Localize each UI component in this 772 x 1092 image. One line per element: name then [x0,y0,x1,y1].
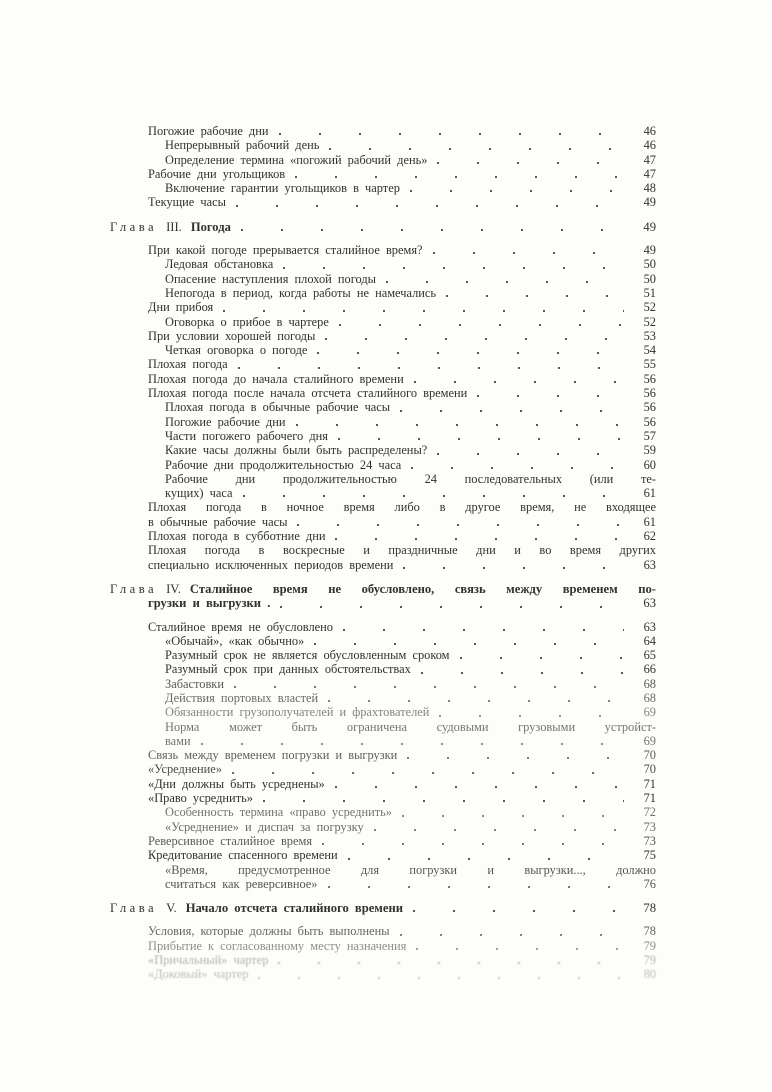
entry-text: Плохая погода после начала отсчета сталийного времени [148,386,468,401]
dot-leader [413,910,624,912]
entry-text: «Право усреднить» [148,791,253,806]
dot-leader [421,672,624,674]
toc-entry-row [110,748,656,762]
toc-chapter-row [110,901,656,915]
toc-entry-row [110,691,656,705]
page-number: 61 [643,514,656,529]
page-number: 78 [643,924,656,939]
entry-text: Сталийное время не обусловлено [148,619,334,634]
page-number: 47 [643,152,656,167]
toc-entry-row [110,153,656,167]
page-number: 49 [643,243,656,258]
toc-entry-row [110,429,656,443]
entry-text: Плохая погода в ночное время либо в другое время, не входящее [148,500,656,515]
dot-leader [437,453,624,455]
entry-text: «Время, предусмотренное для погрузки и выгрузки..., должно [165,862,656,877]
page-number: 80 [643,967,656,982]
dot-leader [279,133,625,135]
toc-entry-row [110,458,656,472]
entry-text: Особенность термина «право усреднить» [165,805,392,820]
entry-text: Связь между временем погрузки и выгрузки [148,748,398,763]
entry-text: кущих) часа [165,486,233,501]
dot-leader [322,843,624,845]
toc-entry-row [110,529,656,543]
chapter-label: Глава [110,219,158,234]
chapter-number: V. [166,901,177,916]
dot-leader [386,281,624,283]
page-number: 73 [643,819,656,834]
entry-text: Плохая погода [148,357,228,372]
entry-text: вами [165,733,191,748]
dot-leader [201,743,624,745]
toc-entry-row [110,863,656,877]
toc-entry-row [110,343,656,357]
toc-entry-row [110,515,656,529]
page-number: 49 [643,219,656,234]
toc-entry-row [110,181,656,195]
entry-text: Плохая погода до начала сталийного времени [148,371,404,386]
entry-text: Прибытие к согласованному месту назначения [148,938,407,953]
toc-entry-row [110,472,656,486]
chapter-title: Начало отсчета сталийного времени [185,901,403,916]
dot-leader [238,367,624,369]
toc-entry-row [110,372,656,386]
chapter-title: Сталийное время не обусловлено, связь между временем по- [189,581,656,596]
entry-text: «Дни должны быть усреднены» [148,776,325,791]
entry-text: Кредитование спасенного времени [148,848,338,863]
page-number: 78 [643,901,656,916]
page-number: 73 [643,833,656,848]
table-of-contents [110,124,656,982]
entry-text: При условии хорошей погоды [148,328,316,343]
toc-chapter-row [110,220,656,234]
dot-leader [411,467,624,469]
page-number: 69 [643,705,656,720]
toc-entry-row [110,400,656,414]
toc-entry-row [110,834,656,848]
dot-leader [296,424,625,426]
page-number: 52 [643,314,656,329]
dot-leader [241,229,624,231]
page-number: 63 [643,619,656,634]
dot-leader [403,567,624,569]
dot-leader [232,772,624,774]
toc-entry-row [110,386,656,400]
entry-text: Плохая погода в обычные рабочие часы [165,400,391,415]
page-number: 79 [643,953,656,968]
entry-text: Обязанности грузополучателей и фрахтователей [165,705,430,720]
entry-text: Плохая погода в воскресные и праздничные дни и во время других [148,543,656,558]
page-number: 63 [643,557,656,572]
page-number: 66 [643,662,656,677]
page-number: 56 [643,386,656,401]
entry-text: Условия, которые должны быть выполнены [148,924,390,939]
page-number: 46 [643,124,656,138]
dot-leader [433,252,624,254]
toc-entry-row [110,877,656,891]
dot-leader [317,352,624,354]
toc-entry-row [110,257,656,271]
entry-text: считаться как реверсивное» [165,876,318,891]
entry-text: специально исключенных периодов времени [148,557,394,572]
dot-leader [329,148,624,150]
page-number: 50 [643,271,656,286]
dot-leader [297,524,624,526]
entry-text: «Усреднение» [148,762,222,777]
toc-entry-row [110,777,656,791]
entry-text: Рабочие дни продолжительностью 24 последовательных (или те- [165,471,656,486]
toc-entry-row [110,300,656,314]
toc-entry-row [110,939,656,953]
entry-text: в обычные рабочие часы [148,514,288,529]
page-number: 52 [643,300,656,315]
entry-text: «Доковый» чартер [148,967,249,982]
toc-entry-row [110,734,656,748]
page-number: 79 [643,938,656,953]
entry-text: Четкая оговорка о погоде [165,343,308,358]
toc-entry-row [110,967,656,981]
toc-entry-row [110,486,656,500]
entry-text: Рабочие дни угольщиков [148,166,286,181]
dot-leader [223,310,624,312]
entry-text: Текущие часы [148,195,226,210]
toc-entry-row [110,329,656,343]
toc-entry-row [110,820,656,834]
page-number: 56 [643,414,656,429]
dot-leader [407,757,624,759]
toc-entry-row [110,286,656,300]
page-number: 64 [643,633,656,648]
dot-leader [400,410,624,412]
page-number: 56 [643,400,656,415]
entry-text: Плохая погода в субботние дни [148,529,326,544]
dot-leader [437,162,624,164]
chapter-number: IV. [166,581,181,596]
entry-text: Дни прибоя [148,300,214,315]
chapter-label: Глава [110,901,158,916]
dot-leader [402,815,624,817]
page-number: 57 [643,428,656,443]
dot-leader [460,657,624,659]
entry-text: Рабочие дни продолжительностью 24 часа [165,457,402,472]
dot-leader [258,977,624,979]
page-number: 62 [643,529,656,544]
dot-leader [343,629,624,631]
toc-entry-row [110,243,656,257]
dot-leader [410,190,624,192]
page-number: 61 [643,486,656,501]
entry-text: Непрерывный рабочий день [165,138,320,153]
toc-entry-row [110,720,656,734]
toc-entry-row [110,705,656,719]
toc-entry-row [110,415,656,429]
toc-entry-row [110,124,656,138]
entry-text: Действия портовых властей [165,690,319,705]
page-number: 50 [643,257,656,272]
toc-entry-row [110,648,656,662]
dot-leader [414,381,624,383]
entry-text: Опасение наступления плохой погоды [165,271,376,286]
dot-leader [477,395,624,397]
page-number: 51 [643,285,656,300]
toc-chapter-row [110,582,656,596]
page-number: 63 [643,596,656,611]
dot-leader [295,176,624,178]
page-number: 54 [643,343,656,358]
dot-leader [325,338,624,340]
entry-text: Реверсивное сталийное время [148,833,313,848]
page-number: 47 [643,166,656,181]
dot-leader [328,700,624,702]
toc-entry-row [110,500,656,514]
dot-leader [314,643,624,645]
toc-entry-row [110,558,656,572]
toc-entry-row [110,315,656,329]
toc-entry-row [110,357,656,371]
entry-text: «Усреднение» и диспач за погрузку [165,819,364,834]
page-number: 69 [643,733,656,748]
entry-text: Определение термина «погожий рабочий день» [165,152,428,167]
toc-entry-row [110,662,656,676]
entry-text: Оговорка о прибое в чартере [165,314,329,329]
page-number: 70 [643,748,656,763]
page-number: 55 [643,357,656,372]
dot-leader [348,858,624,860]
page-number: 68 [643,676,656,691]
toc-entry-row [110,543,656,557]
entry-text: Части погожего рабочего дня [165,428,328,443]
entry-text: Разумный срок не является обусловленным сроком [165,648,450,663]
toc-entry-row [110,924,656,938]
toc-entry-row [110,953,656,967]
page-number: 71 [643,776,656,791]
toc-entry-row [110,272,656,286]
entry-text: «Причальный» чартер [148,953,269,968]
dot-leader [439,715,624,717]
page-number: 53 [643,328,656,343]
toc-entry-row [110,443,656,457]
toc-entry-row [110,195,656,209]
page-number: 46 [643,138,656,153]
entry-text: Погожие рабочие дни [165,414,286,429]
toc-entry-row [110,634,656,648]
page-number: 76 [643,876,656,891]
entry-text: При какой погоде прерывается сталийное время? [148,243,423,258]
chapter-title-continuation: грузки и выгрузки . [148,596,271,611]
entry-text: Разумный срок при данных обстоятельствах [165,662,411,677]
page-number: 65 [643,648,656,663]
chapter-label: Глава [110,581,158,596]
entry-text: Ледовая обстановка [165,257,274,272]
entry-text: Норма может быть ограничена судовыми грузовыми устройст- [165,719,656,734]
page-number: 59 [643,443,656,458]
entry-text: Непогода в период, когда работы не намечались [165,285,437,300]
entry-text: Какие часы должны были быть распределены? [165,443,428,458]
dot-leader [335,538,624,540]
dot-leader [335,786,624,788]
dot-leader [328,886,625,888]
dot-leader [338,438,624,440]
dot-leader [374,829,624,831]
entry-text: «Обычай», «как обычно» [165,633,305,648]
dot-leader [400,934,624,936]
toc-entry-row [110,677,656,691]
dot-leader [283,267,624,269]
chapter-title: Погода [190,219,231,234]
dot-leader [236,205,624,207]
entry-text: Включение гарантии угольщиков в чартер [165,181,400,196]
page-number: 72 [643,805,656,820]
entry-text: Погожие рабочие дни [148,124,269,138]
dot-leader [263,800,624,802]
page-number: 75 [643,848,656,863]
dot-leader [234,686,624,688]
entry-text: Забастовки [165,676,224,691]
dot-leader [416,948,624,950]
dot-leader [446,295,624,297]
toc-chapter-row [110,596,656,610]
dot-leader [278,962,624,964]
toc-entry-row [110,791,656,805]
toc-entry-row [110,620,656,634]
page-number: 70 [643,762,656,777]
toc-entry-row [110,762,656,776]
page-number: 49 [643,195,656,210]
page-number: 68 [643,690,656,705]
dot-leader [280,606,624,608]
toc-entry-row [110,138,656,152]
dot-leader [339,324,624,326]
toc-entry-row [110,167,656,181]
chapter-number: III. [166,219,182,234]
page-number: 48 [643,181,656,196]
toc-entry-row [110,848,656,862]
toc-entry-row [110,805,656,819]
dot-leader [243,495,624,497]
page-number: 60 [643,457,656,472]
page-number: 71 [643,791,656,806]
page-number: 56 [643,371,656,386]
